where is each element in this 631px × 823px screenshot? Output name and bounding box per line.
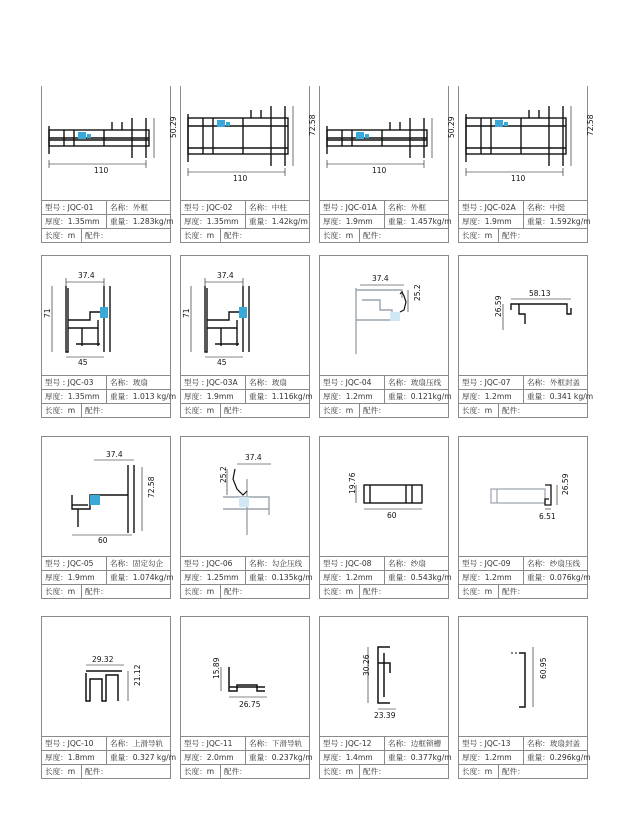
model-cell: 型号 : JQC-02A bbox=[459, 201, 524, 215]
thickness-cell: 厚度：1.25mm bbox=[181, 571, 246, 585]
thickness-cell: 厚度：1.2mm bbox=[459, 571, 524, 585]
length-cell: 长度：m bbox=[181, 404, 221, 418]
weight-cell: 重量：0.327 kg/m bbox=[110, 753, 177, 762]
fittings-cell: 配件： bbox=[85, 767, 108, 776]
model-cell: 型号 : JQC-09 bbox=[459, 557, 524, 571]
spec-table bbox=[459, 736, 591, 778]
name-cell: 名称：上滑导轨 bbox=[110, 739, 164, 748]
fittings-cell: 配件： bbox=[502, 231, 525, 240]
spec-table bbox=[181, 375, 313, 417]
spec-row-model bbox=[42, 200, 170, 215]
model-cell: 型号 : JQC-13 bbox=[459, 737, 524, 751]
spec-row-length bbox=[459, 403, 587, 418]
profile-section-svg bbox=[320, 256, 448, 376]
length-cell: 长度：m bbox=[181, 585, 221, 599]
profile-drawing bbox=[320, 617, 448, 737]
product-card-jqc-13 bbox=[458, 616, 591, 779]
model-cell: 型号 : JQC-08 bbox=[320, 557, 385, 571]
dim-left: 15.89 bbox=[212, 657, 221, 679]
product-card-jqc-06 bbox=[180, 436, 313, 599]
weight-cell: 重量：1.42kg/m bbox=[249, 217, 308, 226]
profile-section-svg bbox=[320, 86, 456, 206]
model-cell: 型号 : JQC-02 bbox=[181, 201, 246, 215]
length-cell: 长度：m bbox=[320, 229, 360, 243]
length-cell: 长度：m bbox=[42, 585, 82, 599]
spec-table bbox=[42, 375, 177, 417]
spec-row-length bbox=[320, 764, 448, 779]
spec-row-model bbox=[181, 736, 309, 751]
profile-section-svg bbox=[459, 437, 587, 557]
spec-row-model bbox=[320, 736, 448, 751]
thickness-cell: 厚度：1.35mm bbox=[42, 390, 107, 404]
dim-bottom: 60 bbox=[387, 511, 397, 520]
length-cell: 长度：m bbox=[320, 404, 360, 418]
spec-table bbox=[459, 375, 594, 417]
fittings-cell: 配件： bbox=[85, 587, 108, 596]
dim-top: 37.4 bbox=[78, 271, 95, 280]
thickness-cell: 厚度：1.9mm bbox=[181, 390, 246, 404]
name-cell: 名称：玻扇 bbox=[110, 378, 148, 387]
dim-left: 71 bbox=[182, 308, 191, 318]
dim-left: 71 bbox=[43, 308, 52, 318]
spec-row-length bbox=[320, 403, 448, 418]
fittings-cell: 配件： bbox=[224, 587, 247, 596]
spec-row-model bbox=[320, 375, 448, 390]
weight-cell: 重量：1.457kg/m bbox=[388, 217, 452, 226]
spec-row-length bbox=[459, 228, 587, 243]
profile-section-svg bbox=[181, 617, 309, 737]
length-cell: 长度：m bbox=[459, 765, 499, 779]
dim-right: 21.12 bbox=[133, 664, 142, 686]
spec-row-model bbox=[320, 556, 448, 571]
spec-row-model bbox=[42, 556, 170, 571]
model-cell: 型号 : JQC-01A bbox=[320, 201, 385, 215]
dim-height: 50.29 bbox=[447, 116, 456, 138]
length-cell: 长度：m bbox=[181, 229, 221, 243]
dim-right: 26.59 bbox=[561, 473, 570, 495]
dim-bottom: 26.75 bbox=[239, 700, 261, 709]
name-cell: 名称：纱扇 bbox=[388, 559, 426, 568]
profile-section-svg bbox=[181, 86, 317, 206]
model-cell: 型号 : JQC-03A bbox=[181, 376, 246, 390]
length-cell: 长度：m bbox=[459, 404, 499, 418]
model-cell: 型号 : JQC-07 bbox=[459, 376, 524, 390]
dim-bottom: 60 bbox=[98, 536, 108, 545]
thickness-cell: 厚度：1.2mm bbox=[320, 390, 385, 404]
dim-width: 110 bbox=[94, 166, 109, 175]
spec-row-thickness bbox=[320, 214, 452, 229]
dim-right: 60.95 bbox=[539, 657, 548, 679]
dim-top: 37.4 bbox=[106, 450, 123, 459]
dim-bottom: 45 bbox=[78, 358, 88, 367]
weight-cell: 重量：1.592kg/m bbox=[527, 217, 591, 226]
fittings-cell: 配件： bbox=[224, 406, 247, 415]
spec-table bbox=[181, 556, 313, 598]
weight-cell: 重量：1.283kg/m bbox=[110, 217, 174, 226]
dim-right: 25.2 bbox=[413, 284, 422, 301]
profile-section-svg bbox=[42, 617, 170, 737]
name-cell: 名称：中挺 bbox=[527, 203, 565, 212]
profile-drawing bbox=[320, 437, 448, 557]
profile-drawing bbox=[42, 437, 170, 557]
thickness-cell: 厚度：1.35mm bbox=[42, 215, 107, 229]
spec-row-thickness bbox=[42, 570, 174, 585]
fittings-cell: 配件： bbox=[502, 406, 525, 415]
thickness-cell: 厚度：1.8mm bbox=[42, 751, 107, 765]
length-cell: 长度：m bbox=[42, 229, 82, 243]
fittings-cell: 配件： bbox=[502, 767, 525, 776]
length-cell: 长度：m bbox=[42, 404, 82, 418]
model-cell: 型号 : JQC-01 bbox=[42, 201, 107, 215]
dim-height: 72.58 bbox=[586, 114, 595, 136]
spec-table bbox=[42, 200, 174, 242]
weight-cell: 重量：0.341 kg/m bbox=[527, 392, 594, 401]
name-cell: 名称：边框锁槽 bbox=[388, 739, 442, 748]
thickness-cell: 厚度：1.9mm bbox=[459, 215, 524, 229]
thickness-cell: 厚度：1.2mm bbox=[320, 571, 385, 585]
product-card-jqc-07 bbox=[458, 255, 594, 418]
profile-drawing bbox=[459, 437, 587, 557]
thickness-cell: 厚度：2.0mm bbox=[181, 751, 246, 765]
length-cell: 长度：m bbox=[320, 585, 360, 599]
spec-table bbox=[181, 200, 309, 242]
spec-row-model bbox=[42, 375, 170, 390]
product-card-jqc-04 bbox=[319, 255, 452, 418]
product-card-jqc-01 bbox=[41, 86, 178, 243]
fittings-cell: 配件： bbox=[363, 231, 386, 240]
weight-cell: 重量：0.377kg/m bbox=[388, 753, 452, 762]
product-card-jqc-10 bbox=[41, 616, 177, 779]
dim-width: 110 bbox=[233, 174, 248, 183]
name-cell: 名称：下滑导轨 bbox=[249, 739, 303, 748]
product-card-jqc-03a bbox=[180, 255, 313, 418]
spec-row-thickness bbox=[42, 750, 177, 765]
profile-drawing bbox=[42, 617, 170, 737]
spec-row-thickness bbox=[320, 750, 452, 765]
name-cell: 名称：玻扇 bbox=[249, 378, 287, 387]
thickness-cell: 厚度：1.9mm bbox=[42, 571, 107, 585]
profile-section-svg bbox=[181, 256, 309, 376]
name-cell: 名称：中柱 bbox=[249, 203, 287, 212]
spec-row-thickness bbox=[181, 214, 309, 229]
fittings-cell: 配件： bbox=[224, 231, 247, 240]
length-cell: 长度：m bbox=[320, 765, 360, 779]
fittings-cell: 配件： bbox=[363, 587, 386, 596]
spec-table bbox=[320, 556, 452, 598]
product-card-jqc-01a bbox=[319, 86, 456, 243]
dim-height: 50.29 bbox=[169, 116, 178, 138]
thickness-cell: 厚度：1.9mm bbox=[320, 215, 385, 229]
spec-row-length bbox=[181, 403, 309, 418]
profile-drawing bbox=[181, 256, 309, 376]
model-cell: 型号 : JQC-12 bbox=[320, 737, 385, 751]
spec-row-thickness bbox=[42, 214, 174, 229]
spec-row-length bbox=[42, 764, 170, 779]
spec-row-model bbox=[459, 556, 587, 571]
spec-table bbox=[42, 736, 177, 778]
profile-drawing bbox=[320, 256, 448, 376]
spec-table bbox=[181, 736, 313, 778]
model-cell: 型号 : JQC-11 bbox=[181, 737, 246, 751]
product-card-jqc-08 bbox=[319, 436, 452, 599]
spec-row-length bbox=[42, 584, 170, 599]
dim-top: 58.13 bbox=[529, 289, 551, 298]
dim-width: 110 bbox=[372, 166, 387, 175]
weight-cell: 重量：0.296kg/m bbox=[527, 753, 591, 762]
spec-row-length bbox=[320, 584, 448, 599]
dim-top: 29.32 bbox=[92, 655, 114, 664]
length-cell: 长度：m bbox=[181, 765, 221, 779]
model-cell: 型号 : JQC-06 bbox=[181, 557, 246, 571]
spec-row-length bbox=[459, 764, 587, 779]
profile-section-svg bbox=[459, 617, 587, 737]
spec-row-length bbox=[42, 228, 170, 243]
spec-table bbox=[459, 200, 591, 242]
dim-bottom: 45 bbox=[217, 358, 227, 367]
dim-left: 26.59 bbox=[494, 295, 503, 317]
length-cell: 长度：m bbox=[459, 229, 499, 243]
spec-row-length bbox=[181, 764, 309, 779]
spec-row-model bbox=[181, 556, 309, 571]
spec-row-thickness bbox=[320, 570, 452, 585]
spec-row-thickness bbox=[320, 389, 452, 404]
weight-cell: 重量：0.237kg/m bbox=[249, 753, 313, 762]
product-card-jqc-12 bbox=[319, 616, 452, 779]
product-card-jqc-11 bbox=[180, 616, 313, 779]
weight-cell: 重量：0.121kg/m bbox=[388, 392, 452, 401]
spec-row-model bbox=[181, 200, 309, 215]
dim-top: 37.4 bbox=[217, 271, 234, 280]
dim-height: 72.58 bbox=[308, 114, 317, 136]
product-card-jqc-02a bbox=[458, 86, 595, 243]
name-cell: 名称：纱扇压线 bbox=[527, 559, 581, 568]
spec-table bbox=[459, 556, 591, 598]
spec-row-length bbox=[181, 228, 309, 243]
dim-bottom: 6.51 bbox=[539, 512, 556, 521]
spec-row-length bbox=[320, 228, 448, 243]
name-cell: 名称：外框 bbox=[388, 203, 426, 212]
model-cell: 型号 : JQC-05 bbox=[42, 557, 107, 571]
spec-row-model bbox=[459, 736, 587, 751]
dim-left: 30.26 bbox=[362, 654, 371, 676]
profile-section-svg bbox=[42, 256, 170, 376]
spec-row-thickness bbox=[459, 750, 591, 765]
spec-row-thickness bbox=[181, 389, 313, 404]
profile-drawing bbox=[459, 617, 587, 737]
weight-cell: 重量：0.135kg/m bbox=[249, 573, 313, 582]
weight-cell: 重量：0.543kg/m bbox=[388, 573, 452, 582]
spec-row-thickness bbox=[181, 750, 313, 765]
thickness-cell: 厚度：1.4mm bbox=[320, 751, 385, 765]
name-cell: 名称：外框封盖 bbox=[527, 378, 581, 387]
spec-row-thickness bbox=[459, 214, 591, 229]
model-cell: 型号 : JQC-04 bbox=[320, 376, 385, 390]
product-card-jqc-05 bbox=[41, 436, 174, 599]
fittings-cell: 配件： bbox=[363, 406, 386, 415]
spec-row-model bbox=[320, 200, 448, 215]
spec-table bbox=[42, 556, 174, 598]
thickness-cell: 厚度：1.2mm bbox=[459, 751, 524, 765]
fittings-cell: 配件： bbox=[224, 767, 247, 776]
spec-table bbox=[320, 736, 452, 778]
profile-drawing bbox=[320, 86, 456, 206]
spec-row-length bbox=[181, 584, 309, 599]
weight-cell: 重量：1.116kg/m bbox=[249, 392, 313, 401]
name-cell: 名称：外框 bbox=[110, 203, 148, 212]
profile-section-svg bbox=[320, 437, 448, 557]
model-cell: 型号 : JQC-10 bbox=[42, 737, 107, 751]
profile-section-svg bbox=[181, 437, 309, 557]
name-cell: 名称：玻扇压线 bbox=[388, 378, 442, 387]
dim-bottom: 23.39 bbox=[374, 711, 396, 720]
profile-drawing bbox=[42, 86, 178, 206]
spec-row-thickness bbox=[459, 389, 594, 404]
profile-section-svg bbox=[459, 256, 587, 376]
profile-drawing bbox=[181, 86, 317, 206]
product-card-jqc-09 bbox=[458, 436, 591, 599]
spec-row-length bbox=[459, 584, 587, 599]
product-card-jqc-03 bbox=[41, 255, 177, 418]
profile-section-svg bbox=[42, 86, 178, 206]
dim-top: 37.4 bbox=[245, 453, 262, 462]
profile-drawing bbox=[459, 256, 587, 376]
weight-cell: 重量：1.074kg/m bbox=[110, 573, 174, 582]
dim-left: 19.76 bbox=[348, 472, 357, 494]
spec-row-thickness bbox=[459, 570, 591, 585]
weight-cell: 重量：0.076kg/m bbox=[527, 573, 591, 582]
length-cell: 长度：m bbox=[459, 585, 499, 599]
dim-top: 37.4 bbox=[372, 274, 389, 283]
weight-cell: 重量：1.013 kg/m bbox=[110, 392, 177, 401]
length-cell: 长度：m bbox=[42, 765, 82, 779]
dim-width: 110 bbox=[511, 174, 526, 183]
spec-row-model bbox=[42, 736, 170, 751]
fittings-cell: 配件： bbox=[502, 587, 525, 596]
spec-table bbox=[320, 200, 452, 242]
fittings-cell: 配件： bbox=[85, 406, 108, 415]
profile-section-svg bbox=[42, 437, 170, 557]
profile-drawing bbox=[181, 617, 309, 737]
dim-left: 25.2 bbox=[219, 466, 228, 483]
spec-row-length bbox=[42, 403, 170, 418]
profile-section-svg bbox=[320, 617, 448, 737]
profile-drawing bbox=[42, 256, 170, 376]
profile-drawing bbox=[459, 86, 595, 206]
spec-row-model bbox=[459, 375, 587, 390]
dim-right: 72.58 bbox=[147, 476, 156, 498]
name-cell: 名称：固定勾企 bbox=[110, 559, 164, 568]
fittings-cell: 配件： bbox=[85, 231, 108, 240]
thickness-cell: 厚度：1.2mm bbox=[459, 390, 524, 404]
product-card-jqc-02 bbox=[180, 86, 317, 243]
thickness-cell: 厚度：1.35mm bbox=[181, 215, 246, 229]
spec-row-model bbox=[459, 200, 587, 215]
fittings-cell: 配件： bbox=[363, 767, 386, 776]
spec-row-thickness bbox=[181, 570, 313, 585]
spec-table bbox=[320, 375, 452, 417]
name-cell: 名称：勾企压线 bbox=[249, 559, 303, 568]
model-cell: 型号 : JQC-03 bbox=[42, 376, 107, 390]
profile-section-svg bbox=[459, 86, 595, 206]
spec-row-thickness bbox=[42, 389, 177, 404]
profile-drawing bbox=[181, 437, 309, 557]
spec-row-model bbox=[181, 375, 309, 390]
name-cell: 名称：玻扇封盖 bbox=[527, 739, 581, 748]
